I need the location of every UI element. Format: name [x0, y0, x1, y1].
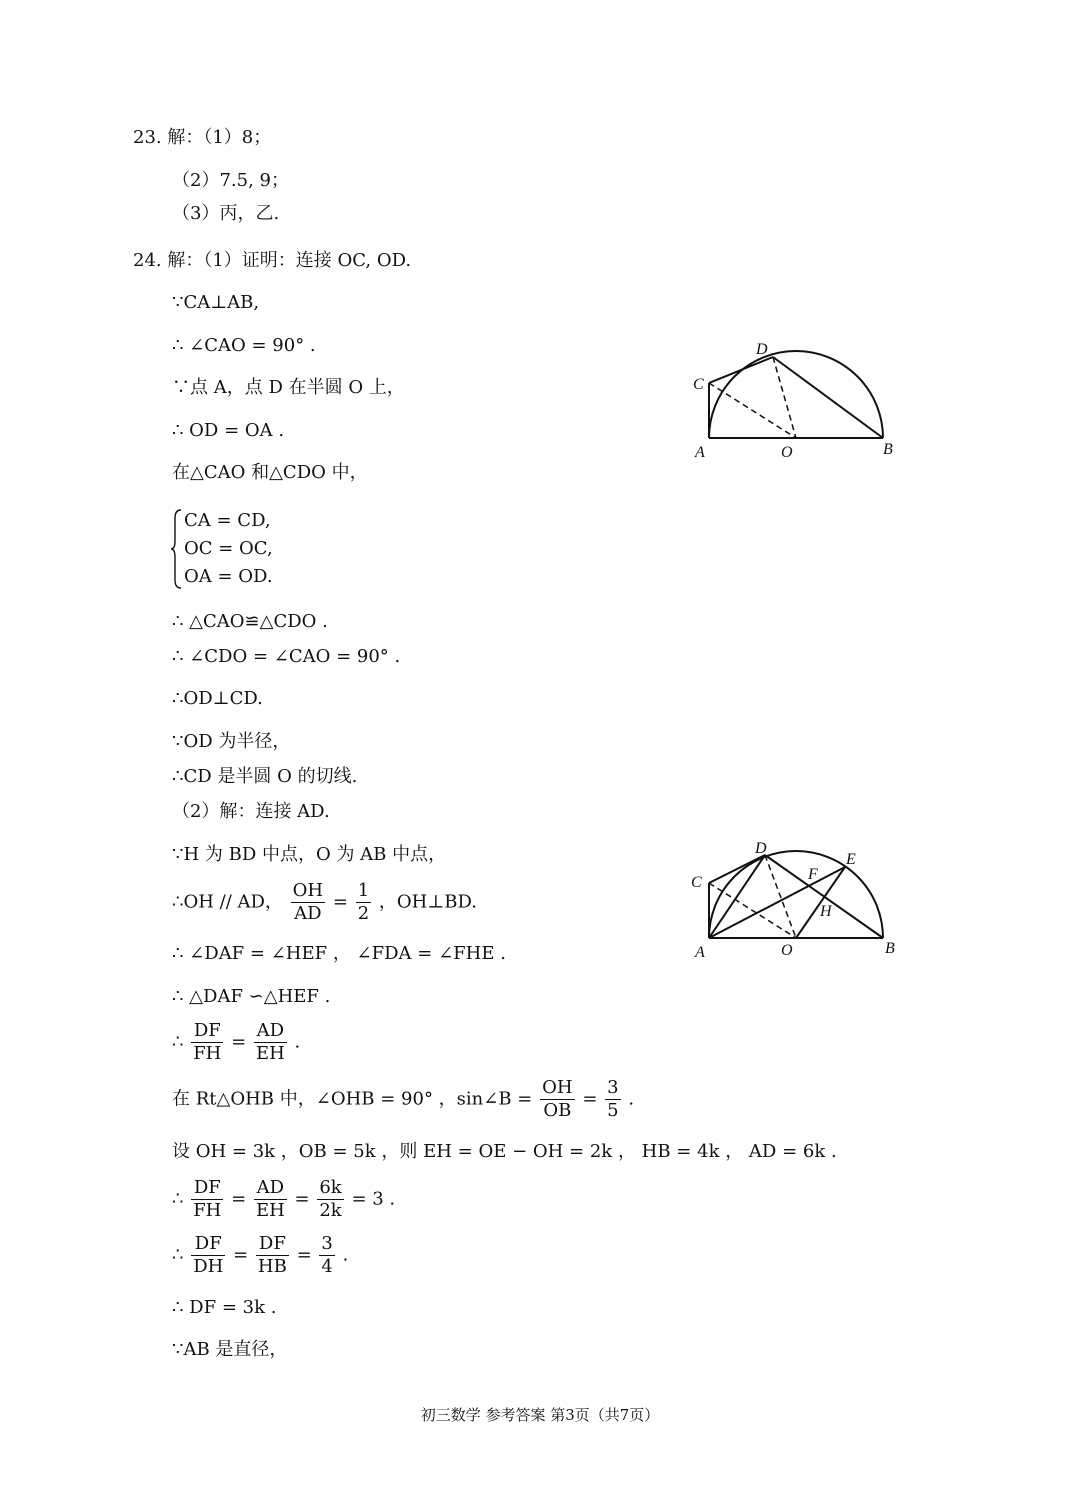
segment-cd — [709, 357, 773, 383]
fraction-three-fourths — [319, 1233, 334, 1278]
therefore-symbol: ∴ — [172, 1244, 184, 1266]
system-eq-3: OA = OD. — [184, 566, 273, 587]
page-footer: 初三数学 参考答案 第3页（共7页） — [420, 1406, 660, 1424]
fraction-ad-eh — [254, 1020, 287, 1065]
line13-text-b: ，OH⊥BD. — [378, 891, 477, 913]
fraction-df-fh — [191, 1177, 223, 1222]
line13-text-a: ∴OH // AD， — [172, 891, 283, 913]
equals-sign: = — [233, 1244, 249, 1266]
equation-system-brace — [170, 508, 184, 590]
frac-numerator: 6k — [319, 1177, 342, 1198]
system-eq-1: CA = CD, — [184, 510, 271, 531]
q24-line-15: ∴ △DAF ∽△HEF . — [172, 986, 331, 1007]
equals-sign: = — [332, 891, 348, 913]
label-f: F — [808, 866, 818, 883]
q23-line-1: 23. 解：（1）8； — [133, 127, 272, 148]
frac-denominator: 5 — [607, 1100, 619, 1121]
q24-line-2: ∵CA⊥AB, — [172, 292, 260, 313]
q24-line-16 — [172, 1020, 300, 1065]
fraction-three-fifths — [605, 1077, 620, 1122]
frac-denominator: 4 — [321, 1256, 333, 1277]
q24-line-13 — [172, 880, 477, 925]
frac-denominator: FH — [193, 1043, 222, 1064]
equals-sign: = — [582, 1088, 598, 1110]
fraction-ad-eh — [254, 1177, 287, 1222]
q24-line-5: ∴ OD = OA . — [172, 420, 285, 441]
q24-line-9: ∴OD⊥CD. — [172, 688, 263, 709]
fraction-one-half — [356, 880, 371, 925]
dashed-od — [765, 855, 796, 938]
frac-numerator: AD — [254, 1020, 287, 1043]
semicircle-arc — [709, 351, 883, 438]
label-b: B — [885, 940, 895, 957]
label-d: D — [756, 341, 768, 358]
geometry-figure-2 — [685, 835, 910, 965]
q24-line-11: ∴CD 是半圆 O 的切线. — [172, 766, 358, 787]
label-a: A — [695, 444, 705, 461]
fraction-6k-2k — [317, 1177, 343, 1222]
q24-line-4: ∵点 A，点 D 在半圆 O 上， — [172, 377, 405, 398]
frac-numerator: OH — [542, 1077, 573, 1098]
frac-numerator: DF — [191, 1233, 225, 1256]
q24-line-20 — [172, 1233, 348, 1278]
q24-line-7: ∴ △CAO≌△CDO . — [172, 611, 328, 632]
frac-denominator: EH — [255, 1043, 285, 1064]
frac-numerator: DF — [191, 1020, 223, 1043]
line17-text: 在 Rt△OHB 中，∠OHB = 90° ，sin∠B = — [172, 1088, 533, 1110]
frac-denominator: EH — [255, 1200, 285, 1221]
frac-denominator: AD — [294, 903, 322, 924]
frac-denominator: HB — [257, 1256, 287, 1277]
period: . — [342, 1244, 349, 1266]
q24-line-17 — [172, 1077, 634, 1122]
q24-line-14: ∴ ∠DAF = ∠HEF ， ∠FDA = ∠FHE . — [172, 943, 506, 964]
equals-sign: = — [294, 1188, 310, 1210]
segment-ad — [709, 855, 765, 938]
frac-denominator: FH — [193, 1200, 222, 1221]
equals-sign: = — [296, 1244, 312, 1266]
q24-line-18: 设 OH = 3k ，OB = 5k ，则 EH = OE − OH = 2k ， HB = 4k ， AD = 6k . — [172, 1141, 837, 1162]
fraction-df-hb — [256, 1233, 289, 1278]
q24-line-6: 在△CAO 和△CDO 中， — [172, 462, 368, 483]
label-a: A — [695, 944, 705, 961]
frac-numerator: 3 — [321, 1233, 333, 1254]
equals-sign: = — [231, 1188, 247, 1210]
period: . — [628, 1088, 635, 1110]
fraction-oh-ad — [291, 880, 325, 925]
q24-line-3: ∴ ∠CAO = 90° . — [172, 335, 316, 356]
q24-line-1: 24. 解：（1）证明：连接 OC, OD. — [133, 250, 412, 271]
dashed-oc — [709, 883, 796, 938]
label-e: E — [846, 851, 856, 868]
q24-line-19 — [172, 1177, 395, 1222]
frac-numerator: DF — [256, 1233, 289, 1256]
q24-line-8: ∴ ∠CDO = ∠CAO = 90° . — [172, 646, 401, 667]
q24-line-22: ∵AB 是直径， — [172, 1339, 288, 1360]
therefore-symbol: ∴ — [172, 1188, 184, 1210]
label-b: B — [883, 441, 893, 458]
label-d: D — [755, 840, 767, 857]
frac-denominator: 2k — [319, 1200, 342, 1221]
frac-denominator: DH — [193, 1256, 224, 1277]
therefore-symbol: ∴ — [172, 1031, 184, 1053]
frac-numerator: 1 — [357, 880, 370, 901]
segment-db — [773, 357, 883, 438]
label-c: C — [693, 376, 704, 393]
geometry-figure-1 — [685, 335, 910, 465]
system-eq-2: OC = OC, — [184, 538, 273, 559]
label-h: H — [820, 903, 832, 920]
fraction-df-dh — [191, 1233, 225, 1278]
label-o: O — [781, 942, 793, 959]
period: . — [294, 1031, 301, 1053]
q24-line-21: ∴ DF = 3k . — [172, 1297, 277, 1318]
equals-sign: = — [231, 1031, 247, 1053]
label-c: C — [691, 874, 702, 891]
frac-denominator: OB — [543, 1100, 572, 1121]
q23-line-3: （3）丙，乙. — [172, 203, 280, 224]
frac-numerator: 3 — [607, 1077, 619, 1098]
q24-line-10: ∵OD 为半径， — [172, 731, 291, 752]
fraction-oh-ob — [540, 1077, 574, 1122]
frac-numerator: DF — [191, 1177, 223, 1200]
q24-part-2: （2）解：连接 AD. — [172, 801, 330, 822]
frac-numerator: OH — [292, 880, 324, 901]
q23-line-2: （2）7.5, 9； — [172, 170, 289, 191]
fraction-df-fh — [191, 1020, 223, 1065]
label-o: O — [781, 444, 793, 461]
dashed-od — [773, 357, 796, 438]
result-text: = 3 . — [351, 1188, 396, 1210]
frac-denominator: 2 — [357, 903, 370, 924]
q24-line-12: ∵H 为 BD 中点，O 为 AB 中点， — [172, 844, 447, 865]
frac-numerator: AD — [254, 1177, 287, 1200]
